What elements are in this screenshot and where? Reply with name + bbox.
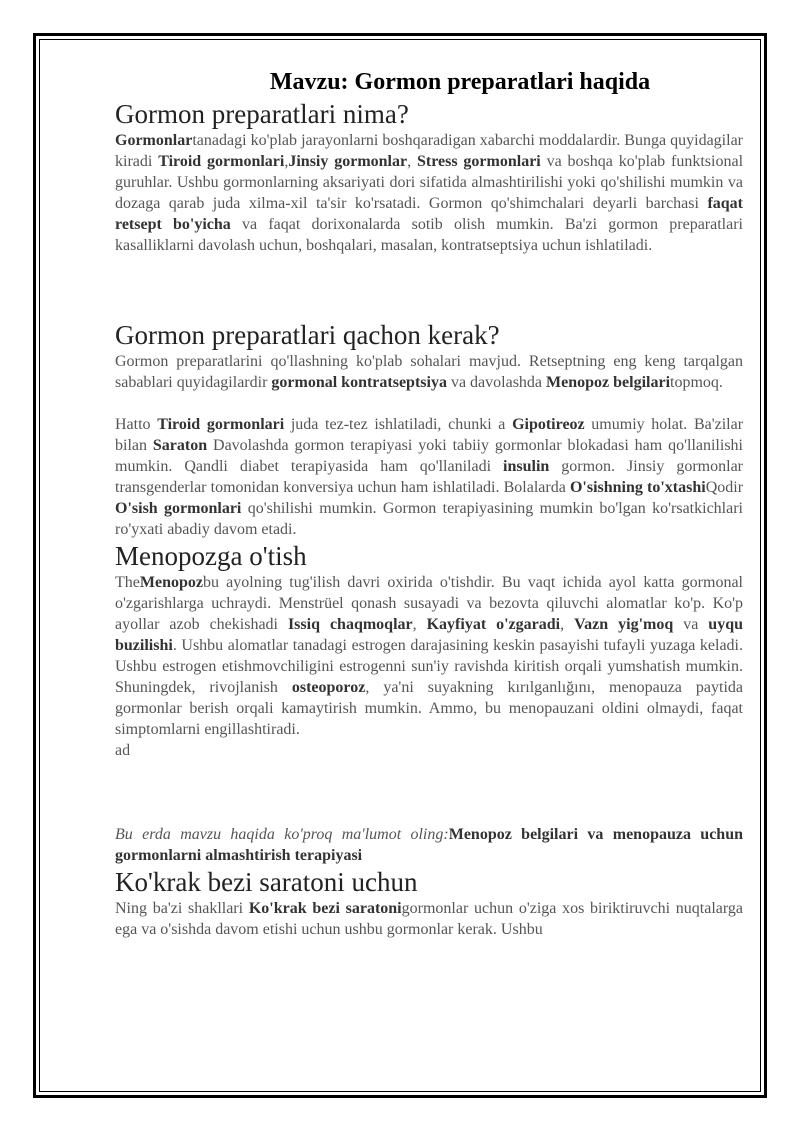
text-run: , xyxy=(560,616,575,633)
heading-breast-cancer: Ko'krak bezi saratoni uchun xyxy=(115,867,418,897)
ad-label: ad xyxy=(115,742,131,759)
heading-when-needed: Gormon preparatlari qachon kerak? xyxy=(115,320,500,350)
document-body xyxy=(115,66,743,940)
text-run: qo'shilishi mumkin. Gormon terapiyasining mumkin bo'lgan ko'rsatkichlari ro'yxati abadiy davom etadi. xyxy=(115,500,743,538)
text-run: , xyxy=(407,153,417,170)
paragraph-when-needed-1 xyxy=(115,351,743,393)
text-run: , xyxy=(412,616,427,633)
text-run: gormonlar uchun o'ziga xos biriktiruvchi nuqtalarga ega va o'sishda davom etishi uchun ushbu gormonlar kerak. Ushbu xyxy=(115,900,744,938)
term-gipotireoz: Gipotireoz xyxy=(512,416,585,433)
term-osish-gormonlari: O'sish gormonlari xyxy=(115,500,242,517)
term-kokrak-saratoni: Ko'krak bezi saratoni xyxy=(248,900,402,917)
term-insulin: insulin xyxy=(503,458,550,475)
text-run: Ning ba'zi shakllari xyxy=(115,900,249,917)
more-info-label: Bu erda mavzu haqida ko'proq ma'lumot oling: xyxy=(115,826,449,843)
text-run: The xyxy=(115,574,140,591)
text-run: Gormon preparatlarini qo'llashning ko'plab sohalari mavjud. Retseptning eng keng tarqalgan sabablari quyidagilardir xyxy=(115,353,743,391)
text-run: . Ushbu alomatlar tanadagi estrogen darajasining keskin pasayishi tufayli yuzaga keladi. Ushbu estrogen etishmovchiligini estrogenni sun'iy ravishda kiritish orqali yumshatish mumkin. Shuningdek, rivojlanish xyxy=(115,637,743,696)
term-tiroid: Tiroid gormonlari xyxy=(158,153,285,170)
term-kontratseptsiya: gormonal kontratseptsiya xyxy=(271,374,447,391)
text-run: topmoq. xyxy=(670,374,723,391)
paragraph-menopause xyxy=(115,572,743,740)
term-stress: Stress gormonlari xyxy=(416,153,541,170)
spacer xyxy=(115,298,743,319)
spacer xyxy=(115,256,743,298)
text-run: Davolashda gormon terapiyasi yoki tabiiy gormonlar blokadasi ham qo'llanilishi mumkin. Qandli diabet terapiyasida ham qo'llaniladi xyxy=(115,437,743,475)
spacer xyxy=(115,393,743,414)
term-uyqu: uyqu buzilishi xyxy=(115,616,743,654)
text-run: va faqat dorixonalarda sotib olish mumkin. Ba'zi gormon preparatlari kasalliklarni davolash uchun, boshqalari, masalan, kontratseptsiya uchun ishlatiladi. xyxy=(115,216,743,254)
heading-menopause: Menopozga o'tish xyxy=(115,541,307,571)
term-jinsiy: Jinsiy gormonlar xyxy=(288,153,408,170)
text-run: , ya'ni suyakning kırılganlığını, menopauza paytida gormonlar berish orqali kamaytirish mumkin. Ammo, bu menopauzani oldini olmaydi, faqat simptomlarni engillashtiradi. xyxy=(115,679,743,738)
document-title: Mavzu: Gormon preparatlari haqida xyxy=(269,69,651,95)
more-info-note xyxy=(115,824,743,866)
paragraph-when-needed-2 xyxy=(115,414,743,540)
term-menopoz: Menopoz xyxy=(139,574,203,591)
term-gormonlar: Gormonlar xyxy=(115,132,193,149)
text-run: va xyxy=(673,616,709,633)
text-run: bu ayolning tug'ilish davri oxirida o'tishdir. Bu vaqt ichida ayol katta gormonal o'zgarishlarga uchraydi. Menstrüel qonash susayadi va bezovta qiluvchi alomatlar ko'p. Ko'p ayollar azob chekishadi xyxy=(115,574,743,633)
term-tiroid: Tiroid gormonlari xyxy=(157,416,285,433)
text-run: Qodir xyxy=(705,479,744,496)
term-menopoz-belgilari: Menopoz belgilari xyxy=(546,374,671,391)
term-retsept: faqat retsept bo'yicha xyxy=(115,195,743,233)
term-vazn: Vazn yig'moq xyxy=(574,616,674,633)
paragraph-breast-cancer xyxy=(115,898,743,940)
text-run: , xyxy=(284,153,289,170)
paragraph-what-are-hormones xyxy=(115,130,743,256)
term-osish-toxtashi: O'sishning to'xtashi xyxy=(569,479,706,496)
text-run: va davolashda xyxy=(446,374,547,391)
heading-what-are-hormones: Gormon preparatlari nima? xyxy=(115,99,409,129)
text-run: va boshqa ko'plab funktsional guruhlar. Ushbu gormonlarning aksariyati dori sifatida almashtirilishi yoki qo'shilishi mumkin va dozaga qarab juda xilma-xil ta'sir ko'rsatadi. Gormon qo'shimchalari deyarli barchasi xyxy=(115,153,744,212)
term-osteoporoz: osteoporoz xyxy=(291,679,366,696)
text-run: juda tez-tez ishlatiladi, chunki a xyxy=(284,416,513,433)
text-run: umumiy holat. Ba'zilar bilan xyxy=(115,416,744,454)
text-run: tanadagi ko'plab jarayonlarni boshqaradigan xabarchi moddalardir. Bunga quyidagilar kiradi xyxy=(115,132,743,170)
text-run: gormon. Jinsiy gormonlar transgenderlar tomonidan konversiya uchun ham ishlatiladi. Bolalarda xyxy=(115,458,744,496)
term-kayfiyat: Kayfiyat o'zgaradi xyxy=(426,616,561,633)
term-saraton: Saraton xyxy=(152,437,208,454)
text-run: Hatto xyxy=(115,416,158,433)
more-info-link[interactable]: Menopoz belgilari va menopauza uchun gormonlarni almashtirish terapiyasi xyxy=(115,826,744,864)
term-issiq: Issiq chaqmoqlar xyxy=(287,616,413,633)
spacer xyxy=(115,761,743,824)
